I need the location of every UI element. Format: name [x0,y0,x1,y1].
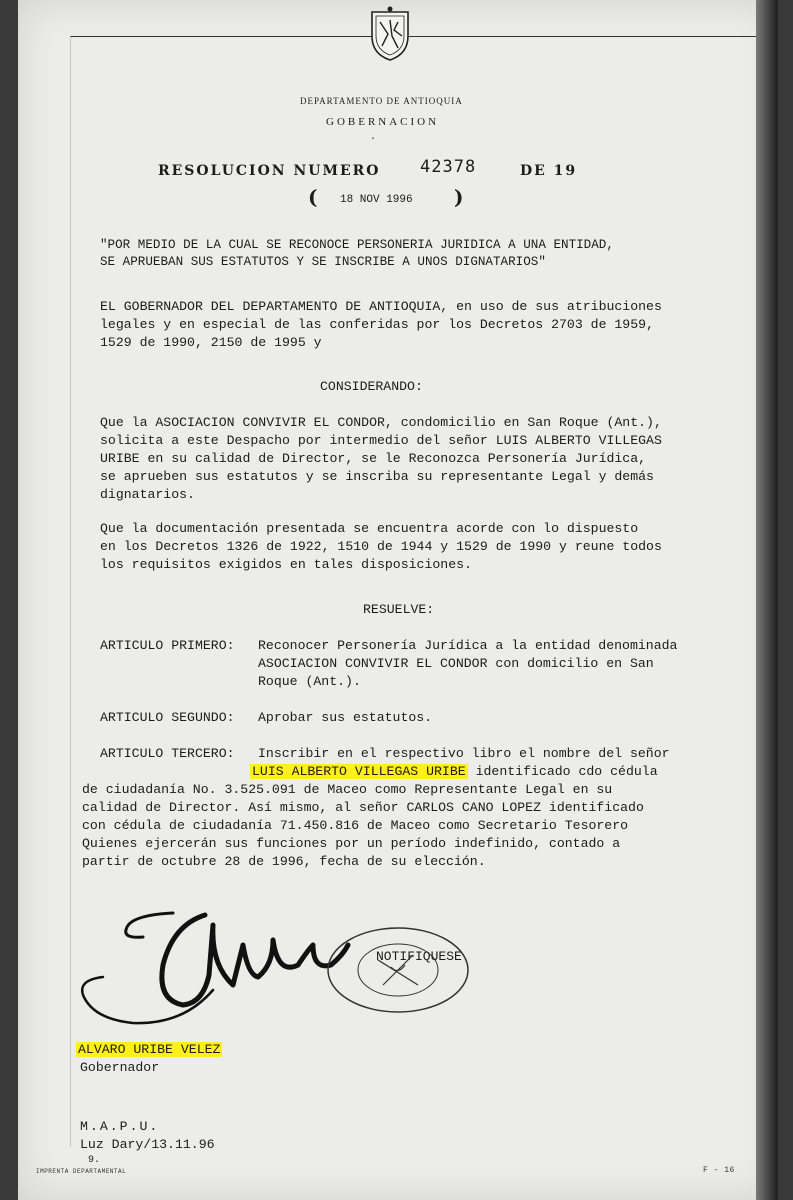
document-page [18,0,778,1200]
footer-printer-mark: IMPRENTA DEPARTAMENTAL [36,1168,127,1175]
considerando-p2-line-2: en los Decretos 1326 de 1922, 1510 de 1944 y 1529 de 1990 y reune todos [100,539,662,554]
article-third-line-5: con cédula de ciudadanía 71.450.816 de Maceo como Secretario Tesorero [82,818,629,833]
handwritten-signature [73,905,493,1030]
office-name: GOBERNACION [326,116,440,128]
preamble-line-2: legales y en especial de las conferidas por los Decretos 2703 de 1959, [100,317,654,332]
resolution-number: 42378 [420,157,477,177]
coat-of-arms-icon [368,6,412,62]
date-paren-close: ) [454,185,464,209]
date-paren-open: ( [308,185,318,209]
considerando-p2-line-3: los requisitos exigidos en tales disposiciones. [100,557,472,572]
considerando-p1-line-2: solicita a este Despacho por intermedio del señor LUIS ALBERTO VILLEGAS [100,433,662,448]
subject-line-2: SE APRUEBAN SUS ESTATUTOS Y SE INSCRIBE A UNOS DIGNATARIOS" [100,255,546,269]
article-third-line-6: Quienes ejercerán sus funciones por un período indefinido, contado a [82,836,621,851]
considerando-heading: CONSIDERANDO: [320,379,423,394]
preamble-line-1: EL GOBERNADOR DEL DEPARTAMENTO DE ANTIOQUIA, en uso de sus atribuciones [100,299,662,314]
considerando-p1-line-4: se aprueben sus estatutos y se inscriba su representante Legal y demás [100,469,654,484]
signer-name [76,1041,222,1059]
resuelve-heading: RESUELVE: [363,602,435,617]
article-third-line-3: de ciudadanía No. 3.525.091 de Maceo como Representante Legal en su [82,782,613,797]
considerando-p1-line-1: Que la ASOCIACION CONVIVIR EL CONDOR, condomicilio en San Roque (Ant.), [100,415,662,430]
footer-form-number: F - 16 [703,1166,735,1175]
article-third-line-7: partir de octubre 28 de 1996, fecha de su elección. [82,854,486,869]
signer-name-highlight: ALVARO URIBE VELEZ [78,1042,221,1057]
resolution-date: 18 NOV 1996 [340,194,413,206]
article-second-label: ARTICULO SEGUNDO: [100,710,235,725]
article-first-label: ARTICULO PRIMERO: [100,638,235,653]
header-dot: · [370,134,377,145]
stamp-text: NOTIFIQUESE [376,949,462,964]
considerando-p1-line-3: URIBE en su calidad de Director, se le Reconozca Personería Jurídica, [100,451,647,466]
article-first-line-2: ASOCIACION CONVIVIR EL CONDOR con domicilio en San [258,656,654,671]
article-second-text: Aprobar sus estatutos. [258,710,433,725]
article-first-line-3: Roque (Ant.). [258,674,361,689]
article-third-line-2-rest: identificado cdo cédula [467,764,658,779]
article-third-line-1: Inscribir en el respectivo libro el nombre del señor [258,746,670,761]
highlighted-representative-name: LUIS ALBERTO VILLEGAS URIBE [252,764,466,779]
page-edge-shadow [756,0,778,1200]
considerando-p1-line-5: dignatarios. [100,487,195,502]
footer-initials: M.A.P.U. [80,1119,160,1134]
preamble-line-3: 1529 de 1990, 2150 de 1995 y [100,335,322,350]
considerando-p2-line-1: Que la documentación presentada se encuentra acorde con lo dispuesto [100,521,639,536]
article-third-label: ARTICULO TERCERO: [100,746,235,761]
department-name: DEPARTAMENTO DE ANTIOQUIA [300,96,463,106]
article-first-line-1: Reconocer Personería Jurídica a la entidad denominada [258,638,678,653]
footer-page-mark: 9. [88,1155,101,1166]
article-third-line-2 [250,763,658,781]
article-third-line-4: calidad de Director. Así mismo, al señor CARLOS CANO LOPEZ identificado [82,800,644,815]
resolution-label: RESOLUCION NUMERO [158,163,381,179]
signer-title: Gobernador [80,1060,160,1075]
footer-typist: Luz Dary/13.11.96 [80,1137,215,1152]
resolution-year-label: DE 19 [520,163,578,179]
subject-line-1: "POR MEDIO DE LA CUAL SE RECONOCE PERSONERIA JURIDICA A UNA ENTIDAD, [100,238,614,252]
